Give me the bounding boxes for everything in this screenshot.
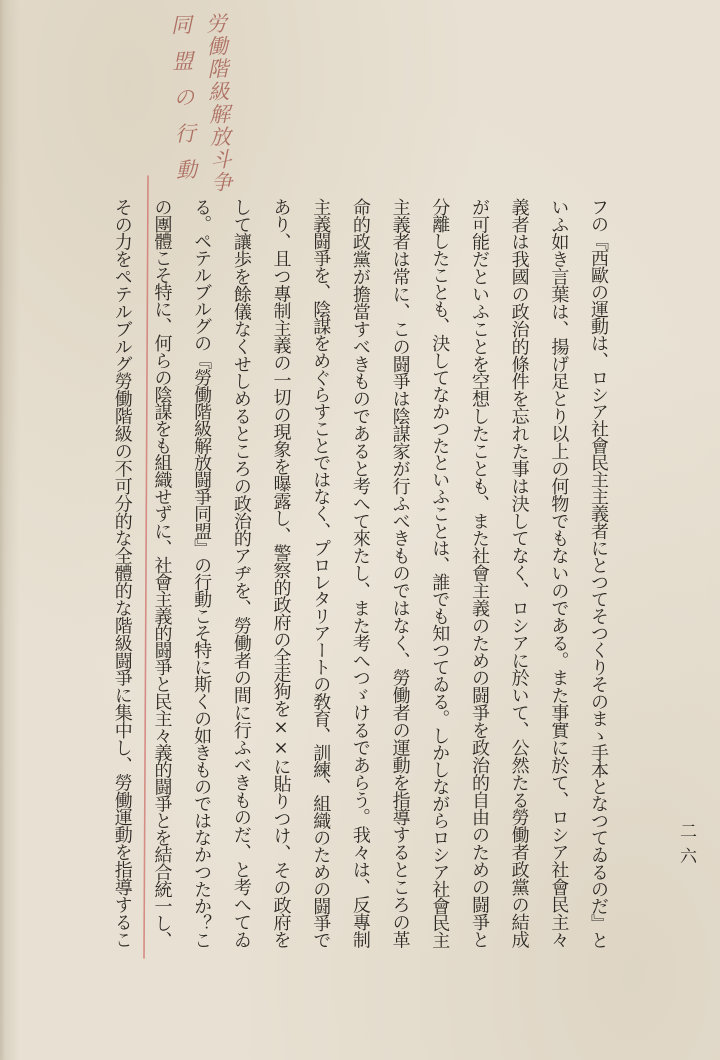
text-column: して讓歩を餘儀なくせしめるところの政治的アヂを、勞働者の間に行ふべきものだ、と考へてゐ bbox=[230, 198, 252, 948]
text-column: あり、且つ專制主義の一切の現象を曝露し、警察的政府の全走狗を××に貼りつけ、その政府を bbox=[270, 198, 292, 948]
annotation-line: 労働階級解放斗争 bbox=[203, 12, 234, 195]
text-column: 主義者は常に、この闘爭は陰謀家が行ふべきものではなく、勞働者の運動を指導するところの革 bbox=[389, 198, 411, 948]
text-column: フの『西歐の運動は、ロシア社會民主主義者にとつてそつくりそのまゝ手本となつてゐるのだ』と bbox=[588, 198, 609, 949]
text-column: 命的政黨が擔當すべきものであると考へて來たし、また考へつゞけるであらう。我々は、反專制 bbox=[349, 198, 371, 948]
text-column: の團體こそ特に、何らの陰謀をも組織せずに、社會主義的闘爭と民主々義的闘爭とを結合統一し、 bbox=[151, 198, 173, 949]
handwritten-annotation bbox=[162, 12, 238, 196]
annotation-line: 同盟の行動 bbox=[168, 13, 199, 196]
text-column: いふ如き言葉は、揚げ足とり以上の何物でもないのである。また事實に於て、ロシア社會民主々 bbox=[548, 198, 570, 948]
page-number: 二六 bbox=[676, 822, 696, 872]
text-column: その力をペテルブルグ勞働階級の不可分的な全體的な階級闘爭に集中し、勞働運動を指導するこ bbox=[111, 198, 133, 948]
text-column: が可能だといふことを空想したことも、また社會主義のための闘爭を政治的自由のための闘爭と bbox=[468, 198, 490, 948]
text-column: る。ペテルブルグの『勞働階級解放闘爭同盟』の行動こそ特に斯くの如きものではなかつたか？こ bbox=[191, 198, 213, 949]
text-column: 義者は我國の政治的條件を忘れた事は決してなく、ロシアに於いて、公然たる勞働者政黨の結成 bbox=[508, 198, 530, 948]
body-text bbox=[101, 198, 618, 948]
text-column: 分離したことも、決してなかつたといふことは、誰でも知つてゐる。しかしながらロシア社會民主 bbox=[429, 198, 451, 949]
text-column: 主義闘爭を、陰謀をめぐらすことではなく、プロレタリアートの敎育、訓練、組織のための闘爭で bbox=[310, 198, 332, 949]
